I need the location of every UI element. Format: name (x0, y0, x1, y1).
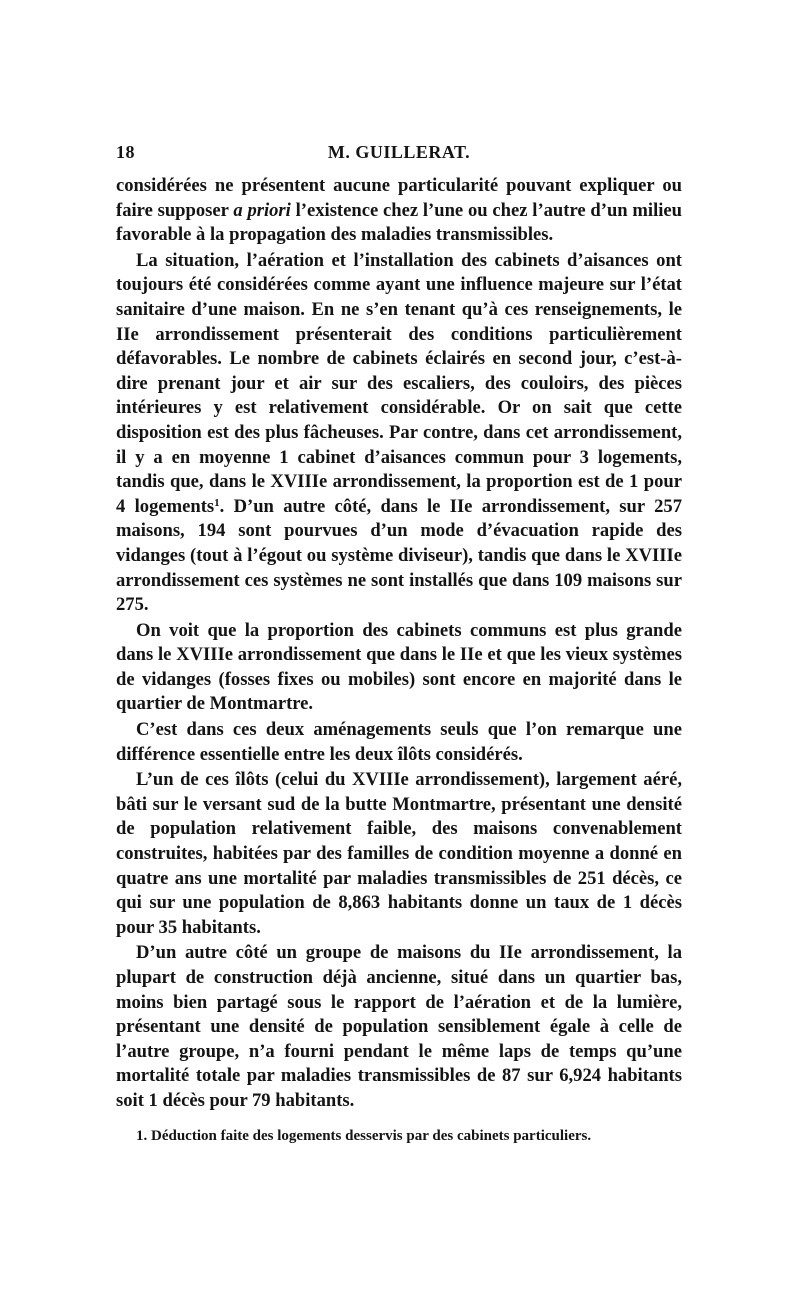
paragraph-2-text-a: La situation, l’aération et l’installation des cabinets d’aisances ont toujours été considérées comme ayant une influence majeure sur l’état sanitaire d’une maison. En ne s’en tenant qu’à ces renseignements, le IIe arrondissement présenterait des conditions particulièrement défavorables. Le nombre de cabinets éclairés en second jour, c’est-à-dire prenant jour et air sur des escaliers, des couloirs, des pièces intérieures y est relativement considérable. Or on sait que cette disposition est des plus fâcheuses. Par contre, dans cet arrondissement, il y a en moyenne 1 cabinet d’aisances commun pour 3 logements, tandis que, dans le XVIIIe arrondissement, la proportion est de 1 pour 4 logements (116, 249, 682, 517)
paragraph-1 (116, 174, 682, 248)
paragraph-2-text-b: . D’un autre côté, dans le IIe arrondissement, sur 257 maisons, 194 sont pourvues d’un mode d’évacuation rapide des vidanges (tout à l’égout ou système diviseur), tandis que dans le XVIIIe arrondissement ces systèmes ne sont installés que dans 109 maisons sur 275. (116, 495, 683, 616)
paragraph-4: C’est dans ces deux aménagements seuls que l’on remarque une différence essentielle entre les deux îlôts considérés. (116, 719, 682, 765)
running-title: M. GUILLERAT. (327, 142, 471, 162)
footnote (116, 1126, 682, 1146)
body-text (116, 174, 682, 1114)
running-head (116, 142, 682, 168)
paragraph-3: On voit que la proportion des cabinets communs est plus grande dans le XVIIIe arrondissement que dans le IIe et que les vieux systèmes de vidanges (fosses fixes ou mobiles) sont encore en majorité dans le quartier de Montmartre. (116, 619, 682, 715)
footnote-text: Déduction faite des logements desservis par des cabinets particuliers. (147, 1127, 592, 1144)
book-page (116, 142, 682, 1146)
footnote-reference: 1 (214, 496, 220, 509)
page-number: 18 (116, 142, 135, 162)
italic-a-priori: a priori (233, 199, 291, 221)
paragraph-1-text-b: l’existence chez l’une ou chez l’autre d’un milieu favorable à la propagation des maladies transmissibles. (116, 199, 682, 246)
paragraph-6: D’un autre côté un groupe de maisons du IIe arrondissement, la plupart de construction déjà ancienne, situé dans un quartier bas, moins bien partagé sous le rapport de l’aération et de la lumière, présentant une densité de population sensiblement égale à celle de l’autre groupe, n’a fourni pendant le même laps de temps qu’une mortalité totale par maladies transmissibles de 87 sur 6,924 habitants soit 1 décès pour 79 habitants. (116, 942, 682, 1111)
paragraph-1-text-a: considérées ne présentent aucune particularité pouvant expliquer ou faire supposer (116, 175, 682, 221)
footnote-marker: 1. (136, 1127, 148, 1144)
paragraph-2 (116, 249, 682, 618)
paragraph-5: L’un de ces îlôts (celui du XVIIIe arrondissement), largement aéré, bâti sur le versant sud de la butte Montmartre, présentant une densité de population relativement faible, des maisons convenablement construites, habitées par des familles de condition moyenne a donné en quatre ans une mortalité par maladies transmissibles de 251 décès, ce qui sur une population de 8,863 habitants donne un taux de 1 décès pour 35 habitants. (116, 769, 682, 938)
